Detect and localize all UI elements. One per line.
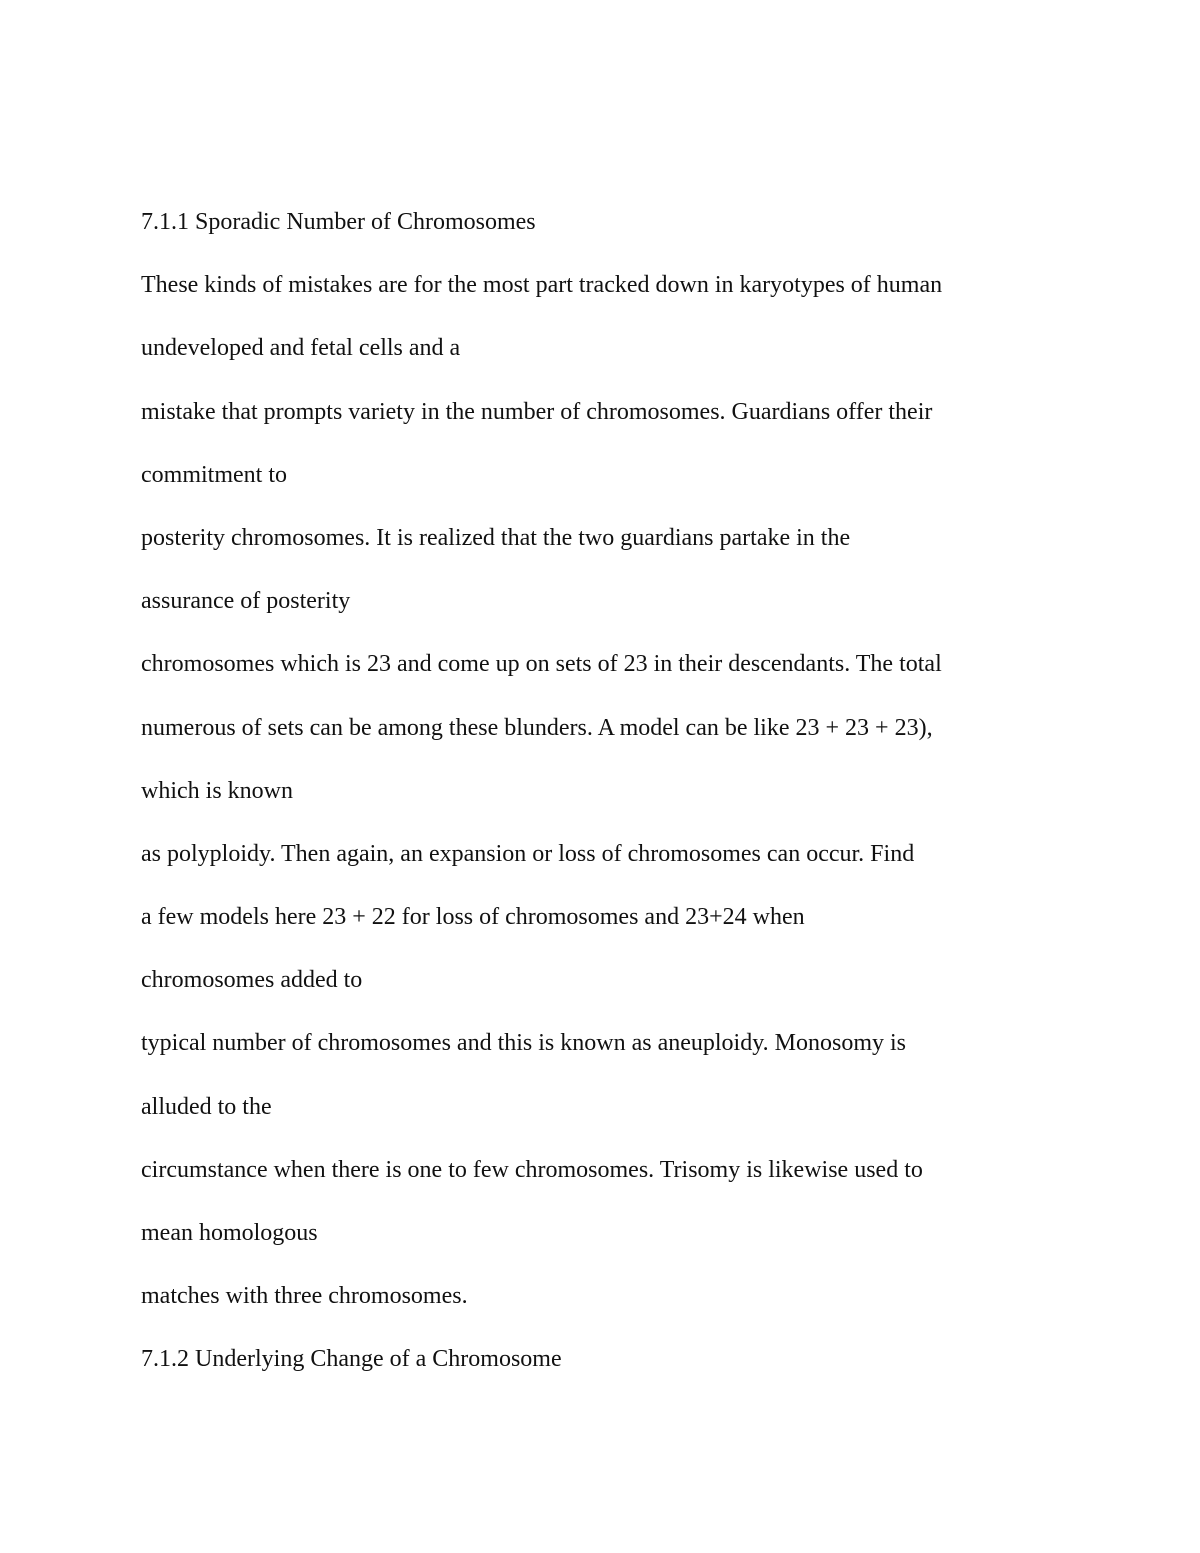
body-line: circumstance when there is one to few chromosomes. Trisomy is likewise used to — [141, 1156, 923, 1183]
body-line: mean homologous — [141, 1220, 318, 1246]
body-line: chromosomes added to — [141, 967, 363, 994]
body-line: chromosomes which is 23 and come up on sets of 23 in their descendants. The total — [141, 651, 942, 678]
body-line: commitment to — [141, 461, 287, 488]
body-line: matches with three chromosomes. — [141, 1283, 468, 1310]
body-line: posterity chromosomes. It is realized that the two guardians partake in the — [141, 524, 851, 551]
body-line: alluded to the — [141, 1093, 272, 1120]
body-line: undeveloped and fetal cells and a — [141, 335, 461, 362]
section-heading: 7.1.1 Sporadic Number of Chromosomes — [141, 209, 536, 235]
body-line: mistake that prompts variety in the number of chromosomes. Guardians offer their — [141, 398, 933, 425]
section-heading: 7.1.2 Underlying Change of a Chromosome — [141, 1346, 562, 1373]
body-line: as polyploidy. Then again, an expansion or loss of chromosomes can occur. Find — [141, 840, 915, 867]
body-line: typical number of chromosomes and this is known as aneuploidy. Monosomy is — [141, 1030, 907, 1057]
body-line: a few models here 23 + 22 for loss of chromosomes and 23+24 when — [141, 904, 805, 931]
body-line: numerous of sets can be among these blunders. A model can be like 23 + 23 + 23), — [141, 714, 933, 741]
document-body — [141, 204, 1141, 1405]
body-line: which is known — [141, 777, 293, 804]
body-line: assurance of posterity — [141, 588, 351, 615]
body-line: These kinds of mistakes are for the most part tracked down in karyotypes of human — [141, 272, 943, 299]
